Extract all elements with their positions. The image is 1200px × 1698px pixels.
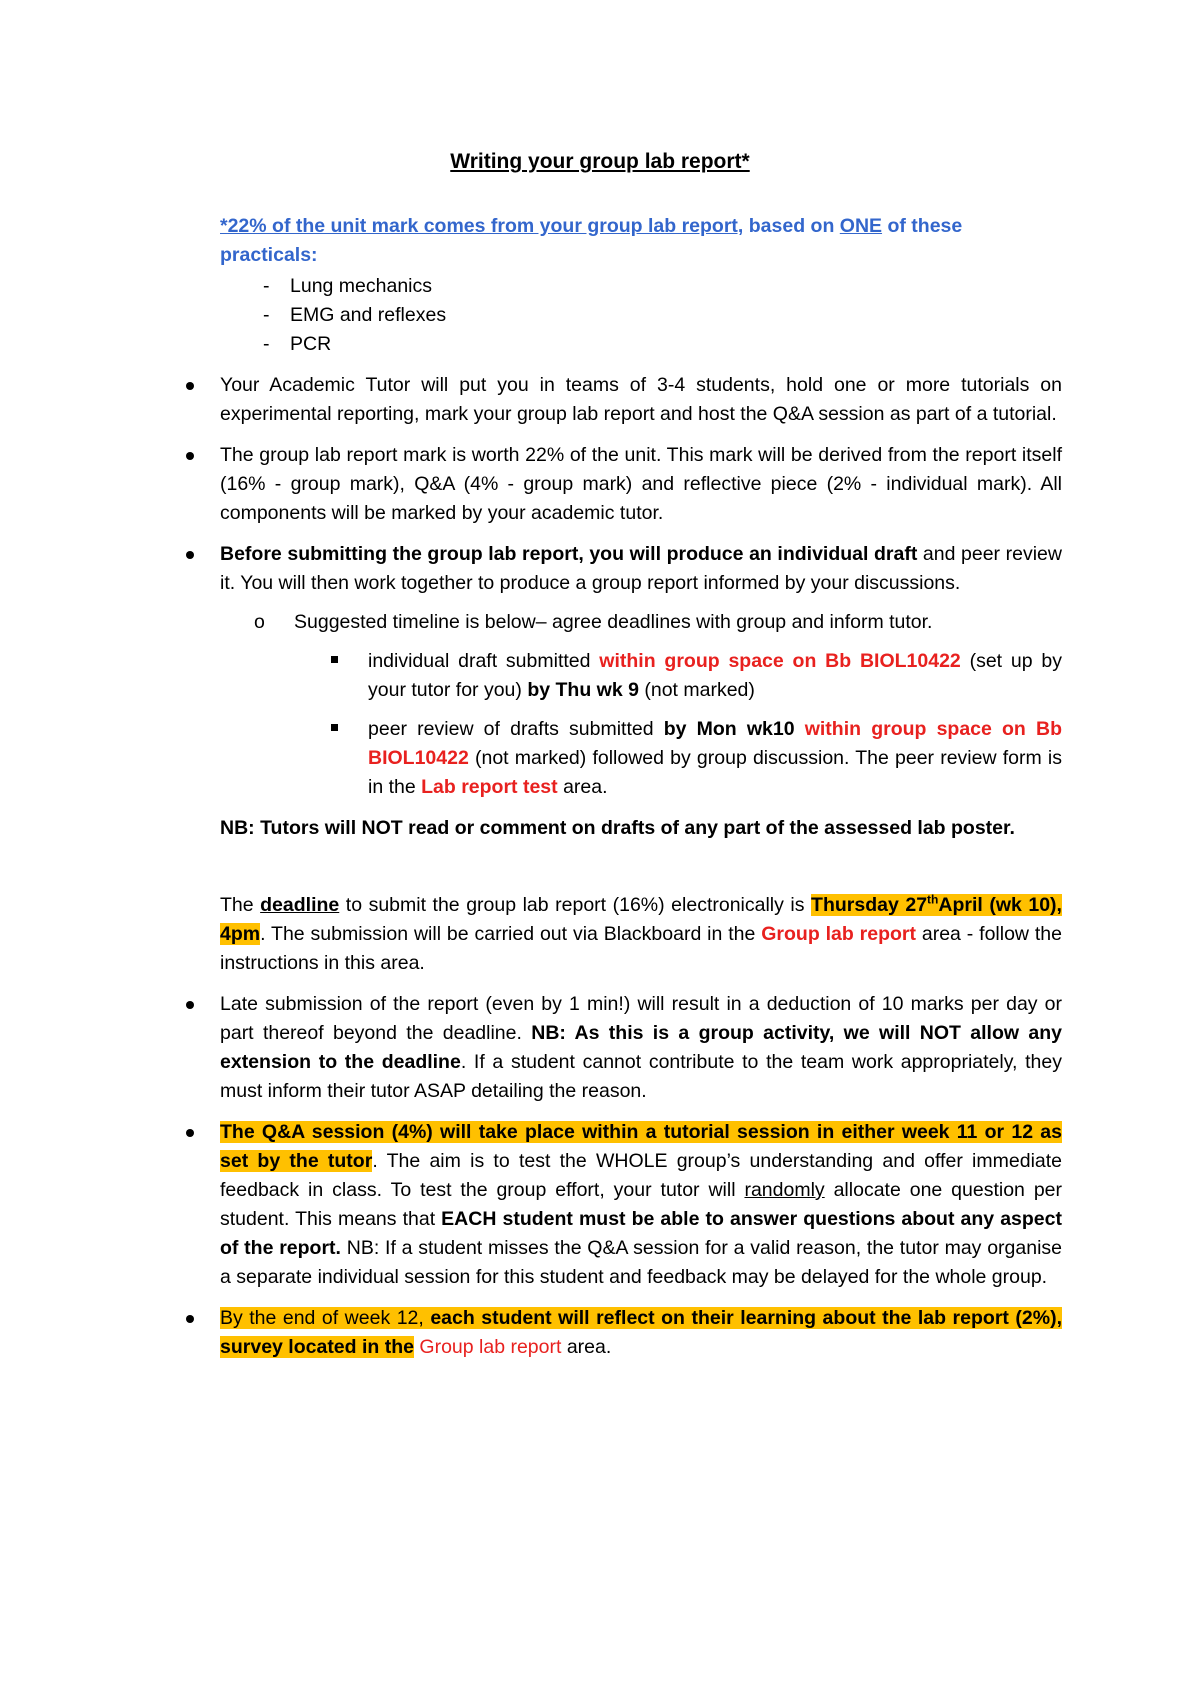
bullet-late-submission: Late submission of the report (even by 1 min!) will result in a deduction of 10 marks per day or part thereof beyond the deadline. NB: As this is a group activity, we will NOT allow any extension to the deadline. If a student cannot contribute to the team work appropriately, they must inform their tutor ASAP detailing the reason. — [220, 990, 1062, 1106]
intro-text — [220, 212, 1062, 270]
timeline-peer-review-item: peer review of drafts submitted by Mon wk10 within group space on Bb BIOL10422 (not marked) followed by group discussion. The peer review form is in the Lab report test area. — [220, 715, 1062, 802]
list-item: - EMG and reflexes — [263, 304, 447, 326]
timeline-item: o Suggested timeline is below– agree deadlines with group and inform tutor. — [220, 608, 1062, 637]
bullet-qa-session: The Q&A session (4%) will take place within a tutorial session in either week 11 or 12 as set by the tutor. The aim is to test the WHOLE group’s understanding and offer immediate feedback in class. To test the group effort, your tutor will randomly allocate one question per student. This means that EACH student must be able to answer questions about any aspect of the report. NB: If a student misses the Q&A session for a valid reason, the tutor may organise a separate individual session for this student and feedback may be delayed for the whole group. — [220, 1118, 1062, 1292]
bullet-individual-draft: Before submitting the group lab report, you will produce an individual draft and peer review it. You will then work together to produce a group report informed by your discussions. — [220, 540, 1062, 598]
bullet-reflection: By the end of week 12, each student will reflect on their learning about the lab report (2%), survey located in the Group lab report area. — [220, 1304, 1062, 1362]
deadline-date: Thursday 27th — [811, 892, 939, 916]
bullet-icon — [186, 1129, 194, 1137]
bullet-mark-breakdown: The group lab report mark is worth 22% of the unit. This mark will be derived from the report itself (16% - group mark), Q&A (4% - group mark) and reflective piece (2% - individual mark). All components will be marked by your academic tutor. — [220, 441, 1062, 528]
nb-note: NB: Tutors will NOT read or comment on drafts of any part of the assessed lab poster. — [220, 817, 1015, 839]
practicals-list — [220, 272, 1062, 359]
list-item: - PCR — [263, 333, 332, 355]
bullet-icon — [186, 551, 194, 559]
square-bullet-icon — [331, 724, 338, 731]
bullet-icon — [186, 1001, 194, 1009]
bullet-icon — [186, 382, 194, 390]
intro-end: of these practicals: — [220, 215, 963, 266]
timeline-draft-item: individual draft submitted within group space on Bb BIOL10422 (set up by your tutor for you) by Thu wk 9 (not marked) — [220, 647, 1062, 705]
list-item: - Lung mechanics — [263, 275, 433, 297]
bullet-icon — [186, 452, 194, 460]
circle-bullet-icon: o — [254, 611, 265, 633]
intro-connector: based on — [743, 215, 840, 237]
bullet-academic-tutor: Your Academic Tutor will put you in teams of 3-4 students, hold one or more tutorials on experimental reporting, mark your group lab report and host the Q&A session as part of a tutorial. — [220, 371, 1062, 429]
intro-one: ONE — [839, 215, 883, 237]
square-bullet-icon — [331, 656, 338, 663]
bullet-icon — [186, 1315, 194, 1323]
deadline-paragraph: The deadline to submit the group lab report (16%) electronically is Thursday 27thApril (wk 10), 4pm. The submission will be carried out via Blackboard in the Group lab report area - follow the instructions in this area. — [220, 892, 1062, 974]
intro-emphasis: *22% of the unit mark comes from your group lab report, — [220, 215, 744, 237]
document-body — [220, 212, 1062, 1362]
page-title: Writing your group lab report* — [450, 150, 750, 173]
